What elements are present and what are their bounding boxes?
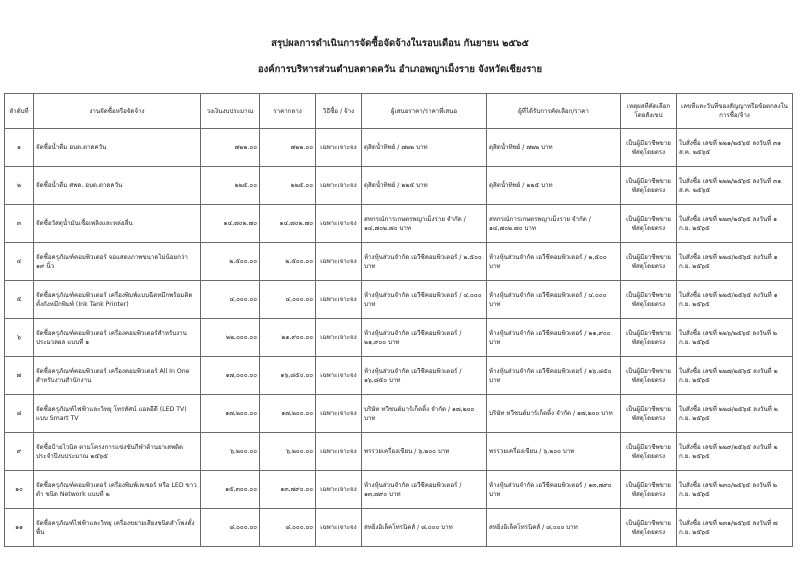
cell-contract: ใบสั่งซื้อ เลขที่ ๒๒๔/๒๕๖๕ ลงวันที่ ๑ ก.ย. ๒๕๖๕: [677, 243, 793, 281]
header-item: งานจัดซื้อหรือจัดจ้าง: [34, 94, 201, 129]
table-row: [5, 243, 793, 281]
header-no: ลำดับที่: [5, 94, 34, 129]
cell-method: เฉพาะเจาะจง: [316, 281, 362, 319]
document-title: สรุปผลการดำเนินการจัดซื้อจัดจ้างในรอบเดือน กันยายน ๒๕๖๕: [271, 38, 529, 49]
cell-reason: เป็นผู้มีอาชีพขายพัสดุโดยตรง: [621, 243, 677, 281]
cell-winner: ดุสิตน้ำทิพย์ / ๗๒๒ บาท: [487, 129, 621, 167]
cell-winner: พรรวยเครื่องเขียน / ๖,๒๐๐ บาท: [487, 433, 621, 471]
cell-median-price: ๔,๐๐๐.๐๐: [260, 281, 316, 319]
cell-bidder: ห้างหุ้นส่วนจำกัด เอวีซีคอมพิวเตอร์ / ๔,๐๐๐ บาท: [362, 281, 487, 319]
cell-item: จัดซื้อครุภัณฑ์คอมพิวเตอร์ จอแสดงภาพขนาดไม่น้อยกว่า ๑๙ นิ้ว: [34, 243, 201, 281]
cell-method: เฉพาะเจาะจง: [316, 471, 362, 509]
cell-median-price: ๘,๐๐๐.๐๐: [260, 509, 316, 547]
cell-bidder: ห้างหุ้นส่วนจำกัด เอวีซีคอมพิวเตอร์ / ๒,๕๐๐ บาท: [362, 243, 487, 281]
cell-budget: ๒๒๕.๐๐: [201, 167, 260, 205]
table-row: [5, 357, 793, 395]
cell-winner: ห้างหุ้นส่วนจำกัด เอวีซีคอมพิวเตอร์ / ๒,๕๐๐ บาท: [487, 243, 621, 281]
cell-winner: ดุสิตน้ำทิพย์ / ๒๒๕ บาท: [487, 167, 621, 205]
cell-item: จัดซื้อครุภัณฑ์คอมพิวเตอร์ เครื่องคอมพิวเตอร์สำหรับงานประมวลผล แบบที่ ๑: [34, 319, 201, 357]
cell-no: ๒: [5, 167, 34, 205]
cell-median-price: ๑๗,๒๐๐.๐๐: [260, 395, 316, 433]
cell-bidder: ห้างหุ้นส่วนจำกัด เอวีซีคอมพิวเตอร์ / ๒๑,๙๐๐ บาท: [362, 319, 487, 357]
table-row: [5, 205, 793, 243]
document-subtitle: องค์การบริหารส่วนตำบลตาดควัน อำเภอพญาเม็งราย จังหวัดเชียงราย: [257, 64, 543, 75]
cell-reason: เป็นผู้มีอาชีพขายพัสดุโดยตรง: [621, 205, 677, 243]
cell-no: ๖: [5, 319, 34, 357]
cell-contract: ใบสั่งซื้อ เลขที่ ๒๒๕/๒๕๖๕ ลงวันที่ ๑ ก.ย. ๒๕๖๕: [677, 281, 793, 319]
table-row: [5, 395, 793, 433]
cell-no: ๑: [5, 129, 34, 167]
table-row: [5, 509, 793, 547]
cell-item: จัดซื้อวัสดุน้ำมันเชื้อเพลิงและหล่อลื่น: [34, 205, 201, 243]
cell-reason: เป็นผู้มีอาชีพขายพัสดุโดยตรง: [621, 129, 677, 167]
cell-reason: เป็นผู้มีอาชีพขายพัสดุโดยตรง: [621, 281, 677, 319]
table-row: [5, 129, 793, 167]
cell-budget: ๗๒๒.๐๐: [201, 129, 260, 167]
cell-item: จัดซื้อครุภัณฑ์คอมพิวเตอร์ เครื่องคอมพิวเตอร์ All In One สำหรับงานสำนักงาน: [34, 357, 201, 395]
cell-budget: ๖,๒๐๐.๐๐: [201, 433, 260, 471]
table-row: [5, 319, 793, 357]
cell-bidder: ห้างหุ้นส่วนจำกัด เอวีซีคอมพิวเตอร์ / ๑๓,๗๙๐ บาท: [362, 471, 487, 509]
cell-winner: ห้างหุ้นส่วนจำกัด เอวีซีคอมพิวเตอร์ / ๒๑,๙๐๐ บาท: [487, 319, 621, 357]
table-row: [5, 167, 793, 205]
table-row: [5, 471, 793, 509]
cell-contract: ใบสั่งซื้อ เลขที่ ๒๒๘/๒๕๖๕ ลงวันที่ ๒ ก.ย. ๒๕๖๕: [677, 395, 793, 433]
cell-median-price: ๗๒๒.๐๐: [260, 129, 316, 167]
header-method: วิธีซื้อ / จ้าง: [316, 94, 362, 129]
cell-reason: เป็นผู้มีอาชีพขายพัสดุโดยตรง: [621, 509, 677, 547]
cell-contract: ใบสั่งซื้อ เลขที่ ๒๒๑/๒๕๖๕ ลงวันที่ ๓๑ ส.ค. ๒๕๖๕: [677, 129, 793, 167]
cell-no: ๘: [5, 395, 34, 433]
cell-method: เฉพาะเจาะจง: [316, 509, 362, 547]
cell-budget: ๑๔,๗๐๒.๗๐: [201, 205, 260, 243]
cell-method: เฉพาะเจาะจง: [316, 129, 362, 167]
cell-bidder: ดุสิตน้ำทิพย์ / ๗๒๒ บาท: [362, 129, 487, 167]
cell-winner: บริษัท ทวีชนต์มาร์เก็ตติ้ง จำกัด / ๑๗,๒๐๐ บาท: [487, 395, 621, 433]
cell-no: ๕: [5, 281, 34, 319]
cell-budget: ๒๒,๐๐๐.๐๐: [201, 319, 260, 357]
cell-winner: ห้างหุ้นส่วนจำกัด เอวีซีคอมพิวเตอร์ / ๔,๐๐๐ บาท: [487, 281, 621, 319]
cell-contract: ใบสั่งซื้อ เลขที่ ๒๒๙/๒๕๖๕ ลงวันที่ ๒ ก.ย. ๒๕๖๕: [677, 433, 793, 471]
cell-item: จัดซื้อน้ำดื่ม อบต.ตาดควัน: [34, 129, 201, 167]
cell-budget: ๑๗,๒๐๐.๐๐: [201, 395, 260, 433]
cell-bidder: สหยิ่งอิเล็คโทรนิคส์ / ๘,๐๐๐ บาท: [362, 509, 487, 547]
cell-reason: เป็นผู้มีอาชีพขายพัสดุโดยตรง: [621, 471, 677, 509]
cell-no: ๓: [5, 205, 34, 243]
cell-budget: ๑๗,๐๐๐.๐๐: [201, 357, 260, 395]
cell-contract: ใบสั่งซื้อ เลขที่ ๒๒๖/๒๕๖๕ ลงวันที่ ๒ ก.ย. ๒๕๖๕: [677, 319, 793, 357]
header-reason: เหตุผลที่คัดเลือกโดยสังเขป: [621, 94, 677, 129]
cell-method: เฉพาะเจาะจง: [316, 433, 362, 471]
cell-contract: ใบสั่งซื้อ เลขที่ ๒๒๒/๒๕๖๕ ลงวันที่ ๓๑ ส.ค. ๒๕๖๕: [677, 167, 793, 205]
cell-contract: ใบสั่งซื้อ เลขที่ ๒๓๑/๒๕๖๕ ลงวันที่ ๗ ก.ย. ๒๕๖๕: [677, 509, 793, 547]
cell-item: จัดซื้อป้ายไวนิล ตามโครงการแข่งขันกีฬาต้านยาเสพติด ประจำปีงบประมาณ ๒๕๖๕: [34, 433, 201, 471]
table-header-row: [5, 94, 793, 129]
cell-reason: เป็นผู้มีอาชีพขายพัสดุโดยตรง: [621, 433, 677, 471]
header-median-price: ราคากลาง: [260, 94, 316, 129]
cell-reason: เป็นผู้มีอาชีพขายพัสดุโดยตรง: [621, 167, 677, 205]
cell-contract: ใบสั่งซื้อ เลขที่ ๒๒๗/๒๕๖๕ ลงวันที่ ๒ ก.ย. ๒๕๖๕: [677, 357, 793, 395]
cell-no: ๙: [5, 433, 34, 471]
cell-winner: ห้างหุ้นส่วนจำกัด เอวีซีคอมพิวเตอร์ / ๑๓,๗๙๐ บาท: [487, 471, 621, 509]
cell-budget: ๘,๐๐๐.๐๐: [201, 509, 260, 547]
cell-reason: เป็นผู้มีอาชีพขายพัสดุโดยตรง: [621, 319, 677, 357]
cell-bidder: ดุสิตน้ำทิพย์ / ๒๒๕ บาท: [362, 167, 487, 205]
cell-no: ๑๐: [5, 471, 34, 509]
cell-median-price: ๑๔,๗๐๒.๗๐: [260, 205, 316, 243]
cell-median-price: ๒,๕๐๐.๐๐: [260, 243, 316, 281]
header-winner: ผู้ที่ได้รับการคัดเลือก/ราคา: [487, 94, 621, 129]
cell-no: ๗: [5, 357, 34, 395]
cell-median-price: ๑๓,๗๙๐.๐๐: [260, 471, 316, 509]
table-row: [5, 433, 793, 471]
cell-method: เฉพาะเจาะจง: [316, 395, 362, 433]
cell-bidder: พรรวยเครื่องเขียน / ๖,๒๐๐ บาท: [362, 433, 487, 471]
cell-median-price: ๑๖,๘๕๐.๐๐: [260, 357, 316, 395]
cell-budget: ๑๕,๓๐๐.๐๐: [201, 471, 260, 509]
cell-bidder: บริษัท ทวีชนต์มาร์เก็ตติ้ง จำกัด / ๑๗,๒๐๐ บาท: [362, 395, 487, 433]
cell-bidder: ห้างหุ้นส่วนจำกัด เอวีซีคอมพิวเตอร์ / ๑๖,๘๕๐ บาท: [362, 357, 487, 395]
cell-reason: เป็นผู้มีอาชีพขายพัสดุโดยตรง: [621, 395, 677, 433]
cell-method: เฉพาะเจาะจง: [316, 205, 362, 243]
table-row: [5, 281, 793, 319]
table-body: [5, 129, 793, 547]
procurement-table: [4, 93, 793, 547]
cell-item: จัดซื้อครุภัณฑ์ไฟฟ้าและวิทยุ เครื่องขยายเสียงชนิดลำโพงตั้งพื้น: [34, 509, 201, 547]
cell-budget: ๒,๕๐๐.๐๐: [201, 243, 260, 281]
cell-median-price: ๒๒๕.๐๐: [260, 167, 316, 205]
header-contract: เลขที่และวันที่ของสัญญาหรือข้อตกลงในการซื้อ/จ้าง: [677, 94, 793, 129]
cell-item: จัดซื้อครุภัณฑ์คอมพิวเตอร์ เครื่องพิมพ์เลเซอร์ หรือ LED ขาวดำ ชนิด Network แบบที่ ๒: [34, 471, 201, 509]
cell-no: ๔: [5, 243, 34, 281]
cell-no: ๑๑: [5, 509, 34, 547]
cell-winner: สหยิ่งอิเล็คโทรนิคส์ / ๘,๐๐๐ บาท: [487, 509, 621, 547]
cell-method: เฉพาะเจาะจง: [316, 243, 362, 281]
header-bidder: ผู้เสนอราคา/ราคาที่เสนอ: [362, 94, 487, 129]
cell-item: จัดซื้อครุภัณฑ์คอมพิวเตอร์ เครื่องพิมพ์แบบฉีดหมึกพร้อมติดตั้งถังหมึกพิมพ์ (Ink Tank Printer): [34, 281, 201, 319]
cell-method: เฉพาะเจาะจง: [316, 167, 362, 205]
cell-reason: เป็นผู้มีอาชีพขายพัสดุโดยตรง: [621, 357, 677, 395]
cell-winner: สหกรณ์การเกษตรพญาเม็งราย จำกัด / ๑๔,๗๐๒.๗๐ บาท: [487, 205, 621, 243]
cell-contract: ใบสั่งซื้อ เลขที่ ๒๒๓/๒๕๖๕ ลงวันที่ ๑ ก.ย. ๒๕๖๕: [677, 205, 793, 243]
cell-median-price: ๒๑,๙๐๐.๐๐: [260, 319, 316, 357]
cell-median-price: ๖,๒๐๐.๐๐: [260, 433, 316, 471]
cell-budget: ๔,๐๐๐.๐๐: [201, 281, 260, 319]
cell-item: จัดซื้อน้ำดื่ม ศพด. อบต.ตาดควัน: [34, 167, 201, 205]
cell-bidder: สหกรณ์การเกษตรพญาเม็งราย จำกัด / ๑๔,๗๐๒.๗๐ บาท: [362, 205, 487, 243]
cell-method: เฉพาะเจาะจง: [316, 357, 362, 395]
cell-contract: ใบสั่งซื้อ เลขที่ ๒๓๐/๒๕๖๕ ลงวันที่ ๒ ก.ย. ๒๕๖๕: [677, 471, 793, 509]
cell-winner: ห้างหุ้นส่วนจำกัด เอวีซีคอมพิวเตอร์ / ๑๖,๘๕๐ บาท: [487, 357, 621, 395]
header-budget: วงเงินงบประมาณ: [201, 94, 260, 129]
cell-item: จัดซื้อครุภัณฑ์ไฟฟ้าและวิทยุ โทรทัศน์ แอลอีดี (LED TV) แบบ Smart TV: [34, 395, 201, 433]
cell-method: เฉพาะเจาะจง: [316, 319, 362, 357]
